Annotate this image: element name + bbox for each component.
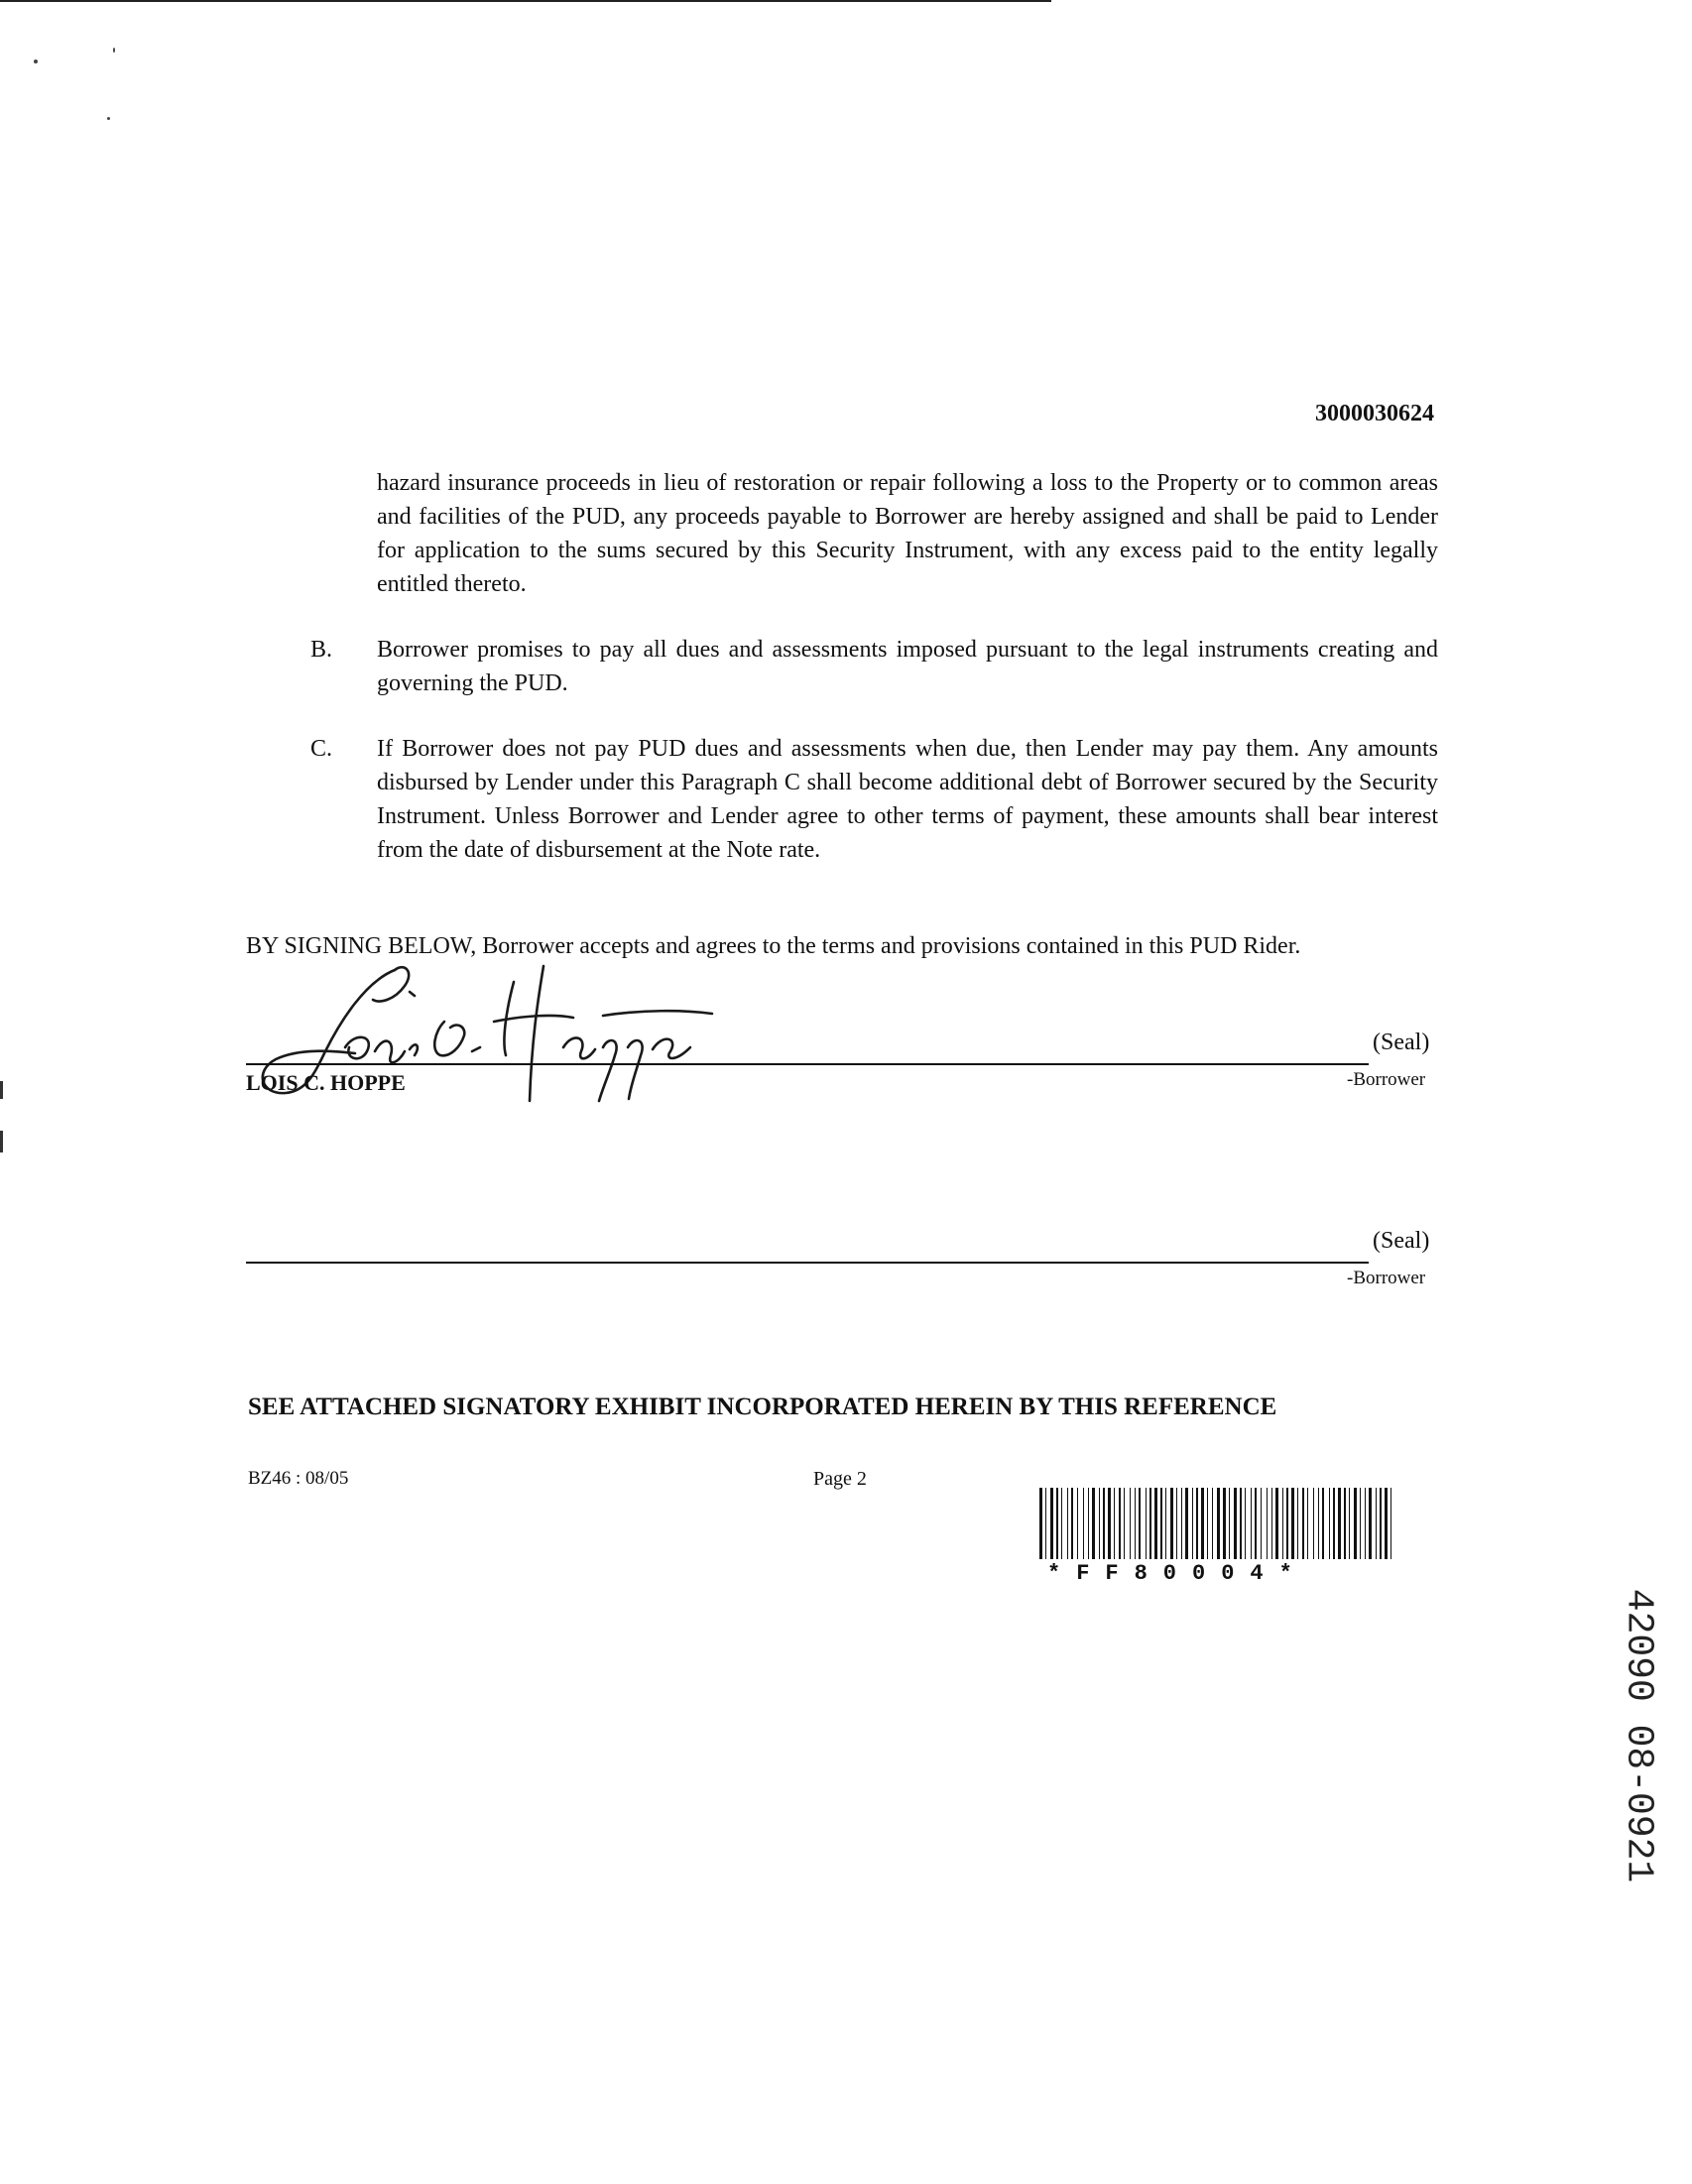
loan-number: 3000030624 (1315, 401, 1434, 426)
top-edge-rule (0, 0, 1051, 2)
seal-label: (Seal) (1373, 1030, 1430, 1055)
page-number: Page 2 (813, 1468, 867, 1490)
item-c-letter: C. (310, 736, 333, 762)
seal-label: (Seal) (1373, 1228, 1430, 1254)
barcode (1037, 1488, 1398, 1559)
signature-line-2 (246, 1262, 1369, 1264)
item-b-text: Borrower promises to pay all dues and assessments imposed pursuant to the legal instruments creating and governing the PUD. (377, 637, 1438, 696)
item-b-letter: B. (310, 637, 333, 663)
item-c-text: If Borrower does not pay PUD dues and assessments when due, then Lender may pay them. Any amounts disbursed by Lender under this Paragraph C shall become additional debt of Borrower secured by the Security Instrument. Unless Borrower and Lender agree to other terms of payment, these amounts shall bear interest from the date of disbursement at the Note rate. (377, 736, 1438, 863)
exhibit-notice: SEE ATTACHED SIGNATORY EXHIBIT INCORPORATED HEREIN BY THIS REFERENCE (248, 1394, 1277, 1420)
borrower-role-label: -Borrower (1347, 1069, 1426, 1090)
signature-line-1 (246, 1063, 1369, 1065)
form-code: BZ46 : 08/05 (248, 1468, 349, 1489)
borrower-role-label: -Borrower (1347, 1268, 1426, 1288)
paragraph-a-continuation: hazard insurance proceeds in lieu of restoration or repair following a loss to the Property or to common areas and facilities of the PUD, any proceeds payable to Borrower are hereby assigned and shall be paid to Lender for application to the sums secured by this Security Instrument, with any excess paid to the entity legally entitled thereto. (377, 470, 1438, 597)
side-stamp: 42090 08-0921 (1617, 1588, 1660, 1883)
barcode-text: *FF80004* (1047, 1561, 1308, 1586)
scan-speck (113, 48, 115, 53)
scan-edge-mark (0, 1081, 3, 1099)
borrower-name: LOIS C. HOPPE (246, 1070, 406, 1095)
scan-speck (34, 60, 38, 63)
signing-statement: BY SIGNING BELOW, Borrower accepts and agrees to the terms and provisions contained in this PUD Rider. (246, 933, 1301, 959)
scan-edge-mark (0, 1131, 3, 1153)
scan-speck (107, 117, 110, 120)
